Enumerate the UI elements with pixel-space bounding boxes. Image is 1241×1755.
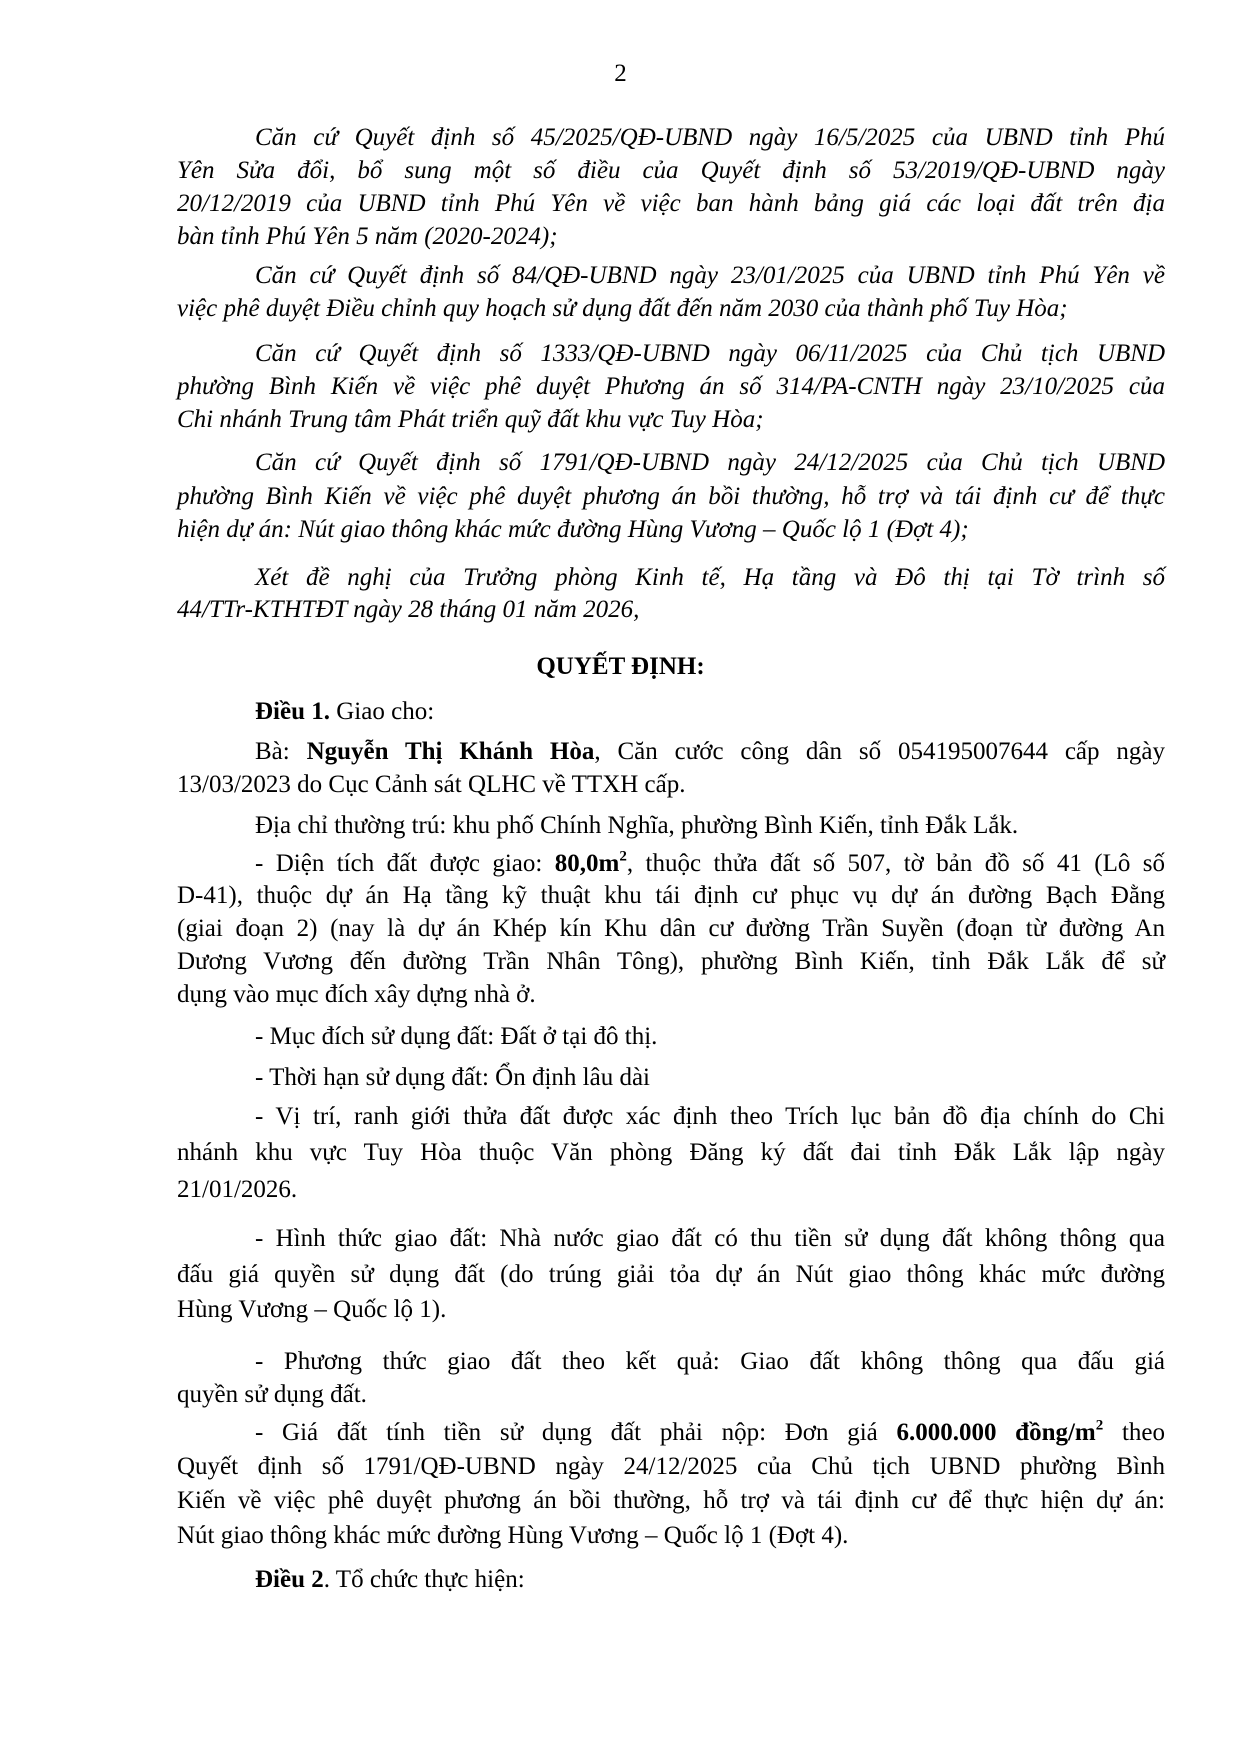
paragraph-gia-dat — [177, 1416, 1165, 1553]
text-line — [177, 848, 1165, 881]
paragraph-muc-dich — [177, 1020, 1165, 1053]
text-line — [177, 735, 1165, 768]
text-line — [177, 292, 1165, 325]
text-segment: . Tổ chức thực hiện: — [323, 1565, 525, 1593]
text-segment: Quyết định số 1791/QĐ-UBND ngày 24/12/2025 của Chủ tịch UBND phường Bình — [177, 1453, 1165, 1481]
text-line — [177, 768, 1165, 801]
text-segment: phường Bình Kiến về việc phê duyệt Phương án số 314/PA-CNTH ngày 23/10/2025 của — [177, 372, 1165, 400]
text-line — [177, 809, 1165, 842]
text-segment: Yên Sửa đổi, bổ sung một số điều của Quyết định số 53/2019/QĐ-UBND ngày — [177, 156, 1165, 184]
paragraph-can-cu-qd-45 — [177, 121, 1165, 253]
paragraph-dien-tich — [177, 848, 1165, 1012]
text-line — [177, 1378, 1165, 1411]
text-segment: quyền sử dụng đất. — [177, 1380, 367, 1408]
text-segment: - Phương thức giao đất theo kết quả: Giao đất không thông qua đấu giá — [255, 1347, 1165, 1375]
text-segment: Bà: — [255, 737, 307, 765]
text-line — [177, 1484, 1165, 1518]
text-line — [177, 1221, 1165, 1257]
paragraph-phuong-thuc — [177, 1345, 1165, 1411]
text-line — [177, 154, 1165, 187]
text-line — [177, 259, 1165, 292]
text-segment: Giao cho: — [330, 697, 435, 725]
text-segment: 21/01/2026. — [177, 1175, 298, 1203]
paragraph-dieu-1 — [177, 695, 1165, 728]
text-segment: đấu giá quyền sử dụng đất (do trúng giải tỏa dự án Nút giao thông khác mức đường — [177, 1260, 1165, 1288]
paragraph-can-cu-qd-1791 — [177, 446, 1165, 547]
paragraph-can-cu-qd-1333 — [177, 337, 1165, 436]
text-line — [177, 913, 1165, 946]
text-segment: - Vị trí, ranh giới thửa đất được xác định theo Trích lục bản đồ địa chính do Chi — [255, 1102, 1165, 1130]
text-line — [177, 979, 1165, 1012]
text-line — [177, 513, 1165, 547]
text-segment: việc phê duyệt Điều chỉnh quy hoạch sử dụng đất đến năm 2030 của thành phố Tuy Hòa; — [177, 294, 1068, 322]
text-segment: - Giá đất tính tiền sử dụng đất phải nộp: Đơn giá — [255, 1418, 897, 1446]
paragraph-hinh-thuc — [177, 1221, 1165, 1328]
text-segment: - Thời hạn sử dụng đất: Ổn định lâu dài — [255, 1063, 651, 1091]
text-line — [177, 220, 1165, 253]
text-segment: dụng vào mục đích xây dựng nhà ở. — [177, 980, 536, 1008]
bold-text: Điều 1. — [255, 697, 330, 725]
text-line — [177, 695, 1165, 728]
text-segment: (giai đoạn 2) (nay là dự án Khép kín Khu dân cư đường Trần Suyền (đoạn từ đường An — [177, 915, 1165, 943]
text-line — [177, 1020, 1165, 1053]
text-line — [177, 1345, 1165, 1378]
text-line — [177, 1099, 1165, 1136]
text-segment: Dương Vương đến đường Trần Nhân Tông), phường Bình Kiến, tỉnh Đắk Lắk để sử — [177, 947, 1165, 975]
text-segment: Nút giao thông khác mức đường Hùng Vương – Quốc lộ 1 (Đợt 4). — [177, 1521, 849, 1549]
text-line — [177, 1416, 1165, 1450]
bold-text: Điều 2 — [255, 1565, 324, 1593]
paragraph-vi-tri — [177, 1099, 1165, 1209]
text-line — [177, 1563, 1165, 1596]
text-segment: Địa chỉ thường trú: khu phố Chính Nghĩa, phường Bình Kiến, tỉnh Đắk Lắk. — [255, 811, 1019, 839]
text-line — [177, 880, 1165, 913]
text-line — [177, 562, 1165, 594]
paragraph-thoi-han — [177, 1061, 1165, 1094]
text-line — [177, 1450, 1165, 1484]
text-line — [177, 446, 1165, 480]
bold-text: 80,0m — [554, 849, 620, 877]
text-segment: Chi nhánh Trung tâm Phát triển quỹ đất khu vực Tuy Hòa; — [177, 405, 764, 433]
text-segment: , thuộc thửa đất số 507, tờ bản đồ số 41 (Lô số — [626, 849, 1165, 877]
text-segment: Căn cứ Quyết định số 1791/QĐ-UBND ngày 24/12/2025 của Chủ tịch UBND — [255, 449, 1165, 477]
text-line — [177, 121, 1165, 154]
text-segment: , Căn cước công dân số 054195007644 cấp ngày — [594, 737, 1165, 765]
text-segment: bàn tỉnh Phú Yên 5 năm (2020-2024); — [177, 222, 558, 250]
text-segment: Kiến về việc phê duyệt phương án bồi thường, hỗ trợ và tái định cư để thực hiện dự án: — [177, 1487, 1165, 1515]
decision-heading: QUYẾT ĐỊNH: — [536, 653, 705, 680]
paragraph-dia-chi — [177, 809, 1165, 842]
text-segment: - Hình thức giao đất: Nhà nước giao đất có thu tiền sử dụng đất không thông qua — [255, 1225, 1165, 1253]
text-line — [177, 403, 1165, 436]
text-segment: theo — [1103, 1418, 1165, 1446]
text-line — [177, 370, 1165, 403]
paragraph-can-cu-qd-84 — [177, 259, 1165, 325]
text-line — [177, 480, 1165, 514]
paragraph-ba-nguyen-thi-khanh-hoa — [177, 735, 1165, 801]
text-line — [177, 1292, 1165, 1328]
superscript: 2 — [619, 848, 627, 865]
text-segment: Căn cứ Quyết định số 45/2025/QĐ-UBND ngày 16/5/2025 của UBND tỉnh Phú — [255, 123, 1165, 151]
text-segment: Căn cứ Quyết định số 84/QĐ-UBND ngày 23/01/2025 của UBND tỉnh Phú Yên về — [255, 261, 1165, 289]
page-number: 2 — [614, 60, 627, 87]
text-line — [177, 946, 1165, 979]
text-segment: - Mục đích sử dụng đất: Đất ở tại đô thị. — [255, 1022, 658, 1050]
text-segment: Căn cứ Quyết định số 1333/QĐ-UBND ngày 06/11/2025 của Chủ tịch UBND — [255, 339, 1165, 367]
text-line — [177, 1519, 1165, 1553]
text-segment: phường Bình Kiến về việc phê duyệt phương án bồi thường, hỗ trợ và tái định cư để thực — [177, 482, 1165, 510]
superscript: 2 — [1095, 1417, 1104, 1434]
text-segment: hiện dự án: Nút giao thông khác mức đường Hùng Vương – Quốc lộ 1 (Đợt 4); — [177, 516, 969, 544]
text-segment: D-41), thuộc dự án Hạ tầng kỹ thuật khu tái định cư phục vụ dự án đường Bạch Đằng — [177, 882, 1165, 910]
text-line — [177, 1135, 1165, 1172]
text-line — [177, 1172, 1165, 1209]
text-line — [177, 1257, 1165, 1293]
text-segment: - Diện tích đất được giao: — [255, 849, 555, 877]
text-line — [177, 337, 1165, 370]
text-segment: 20/12/2019 của UBND tỉnh Phú Yên về việc ban hành bảng giá các loại đất trên địa — [177, 189, 1165, 217]
bold-text: 6.000.000 đồng/m — [896, 1418, 1096, 1446]
text-segment: 13/03/2023 do Cục Cảnh sát QLHC về TTXH cấp. — [177, 770, 686, 798]
text-line — [177, 594, 1165, 626]
text-segment: 44/TTr-KTHTĐT ngày 28 tháng 01 năm 2026, — [177, 596, 640, 623]
text-line — [177, 1061, 1165, 1094]
text-segment: Hùng Vương – Quốc lộ 1). — [177, 1296, 447, 1324]
paragraph-xet-de-nghi — [177, 562, 1165, 626]
text-segment: nhánh khu vực Tuy Hòa thuộc Văn phòng Đăng ký đất đai tỉnh Đắk Lắk lập ngày — [177, 1139, 1165, 1167]
bold-text: Nguyễn Thị Khánh Hòa — [306, 737, 595, 765]
text-segment: Xét đề nghị của Trưởng phòng Kinh tế, Hạ tầng và Đô thị tại Tờ trình số — [255, 564, 1165, 591]
paragraph-dieu-2 — [177, 1563, 1165, 1596]
text-line — [177, 187, 1165, 220]
